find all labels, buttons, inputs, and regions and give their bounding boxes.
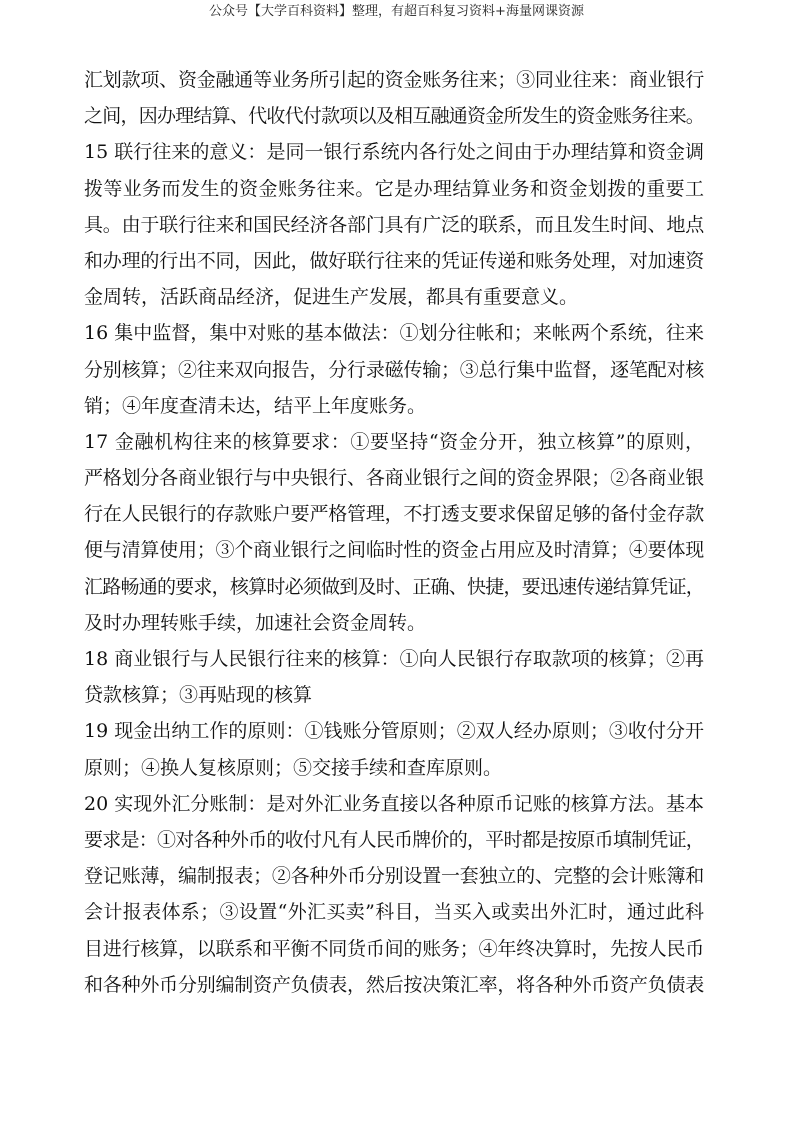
text-line: 目进行核算，以联系和平衡不同货币间的账务；④年终决算时，先按人民币 (84, 937, 704, 960)
text-line: 17 金融机构往来的核算要求：①要坚持“资金分开，独立核算”的原则， (84, 430, 704, 453)
text-line: 会计报表体系；③设置“外汇买卖”科目，当买入或卖出外汇时，通过此科 (84, 901, 704, 924)
text-line: 金周转，活跃商品经济，促进生产发展，都具有重要意义。 (84, 286, 579, 309)
text-line: 贷款核算；③再贴现的核算 (84, 684, 313, 707)
text-line: 原则；④换人复核原则；⑤交接手续和查库原则。 (84, 756, 503, 779)
text-line: 便与清算使用；③个商业银行之间临时性的资金占用应及时清算；④要体现 (84, 539, 704, 562)
text-line: 19 现金出纳工作的原则：①钱账分管原则；②双人经办原则；③收付分开 (84, 720, 704, 743)
text-line: 和各种外币分别编制资产负债表，然后按决策汇率，将各种外币资产负债表 (84, 973, 704, 996)
text-line: 及时办理转账手续，加速社会资金周转。 (84, 611, 427, 634)
text-line: 15 联行往来的意义：是同一银行系统内各行处之间由于办理结算和资金调 (84, 141, 704, 164)
text-line: 拨等业务而发生的资金账务往来。它是办理结算业务和资金划拨的重要工 (84, 177, 704, 200)
text-line: 20 实现外汇分账制：是对外汇业务直接以各种原币记账的核算方法。基本 (84, 792, 704, 815)
text-line: 要求是：①对各种外币的收付凡有人民币牌价的，平时都是按原币填制凭证， (84, 828, 704, 851)
document-body (84, 62, 704, 1003)
page-header: 公众号【大学百科资料】整理，有超百科复习资料+海量网课资源 (209, 4, 584, 19)
text-line: 严格划分各商业银行与中央银行、各商业银行之间的资金界限；②各商业银 (84, 467, 704, 490)
text-line: 具。由于联行往来和国民经济各部门具有广泛的联系，而且发生时间、地点 (84, 213, 704, 236)
text-line: 18 商业银行与人民银行往来的核算：①向人民银行存取款项的核算；②再 (84, 648, 704, 670)
text-line: 行在人民银行的存款账户要严格管理，不打透支要求保留足够的备付金存款 (84, 503, 704, 526)
text-line: 销；④年度查清未达，结平上年度账务。 (84, 394, 427, 417)
text-line: 汇划款项、资金融通等业务所引起的资金账务往来；③同业往来：商业银行 (84, 69, 704, 91)
text-line: 和办理的行出不同，因此，做好联行往来的凭证传递和账务处理，对加速资 (84, 249, 704, 272)
text-line: 登记账薄，编制报表；②各种外币分别设置一套独立的、完整的会计账簿和 (84, 865, 704, 888)
text-line: 16 集中监督，集中对账的基本做法：①划分往帐和；来帐两个系统，往来 (84, 322, 704, 345)
text-line: 分别核算；②往来双向报告，分行录磁传输；③总行集中监督，逐笔配对核 (84, 358, 704, 381)
text-line: 之间，因办理结算、代收代付款项以及相互融通资金所发生的资金账务往来。 (84, 105, 704, 128)
text-line: 汇路畅通的要求，核算时必须做到及时、正确、快捷，要迅速传递结算凭证， (84, 575, 704, 598)
